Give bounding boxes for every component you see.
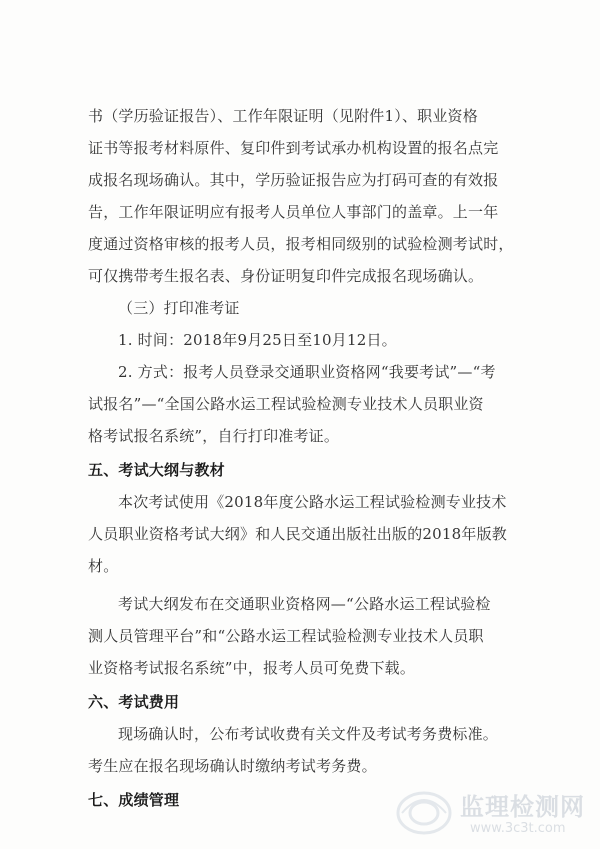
print-time-item: 1. 时间：2018年9月25日至10月12日。 bbox=[118, 331, 397, 349]
document-body bbox=[88, 100, 518, 816]
watermark bbox=[392, 781, 592, 841]
syllabus-para-line: 本次考试使用《2018年度公路水运工程试验检测专业技术 bbox=[118, 493, 507, 511]
syllabus-para-line: 材。 bbox=[88, 557, 119, 575]
print-method-line: 试报名”—“全国公路水运工程试验检测专业技术人员职业资 bbox=[88, 395, 484, 413]
heading-exam-fee: 六、考试费用 bbox=[88, 693, 180, 711]
body-line: 度通过资格审核的报考人员，报考相同级别的试验检测考试时， bbox=[88, 235, 514, 253]
syllabus-para-line: 人员职业资格考试大纲》和人民交通出版社出版的2018年版教 bbox=[88, 525, 507, 543]
section-3-title: （三）打印准考证 bbox=[118, 299, 240, 317]
body-line: 证书等报考材料原件、复印件到考试承办机构设置的报名点完 bbox=[88, 139, 499, 157]
heading-exam-syllabus: 五、考试大纲与教材 bbox=[88, 461, 225, 479]
watermark-url: www.3c3t.com bbox=[470, 821, 566, 836]
fee-para-line: 现场确认时，公布考试收费有关文件及考试考务费标准。 bbox=[118, 725, 499, 743]
fee-para-line: 考生应在报名现场确认时缴纳考试考务费。 bbox=[88, 757, 377, 775]
watermark-logo-icon bbox=[392, 783, 456, 839]
body-line: 成报名现场确认。其中，学历验证报告应为打码可查的有效报 bbox=[88, 171, 499, 189]
body-line: 可仅携带考生报名表、身份证明复印件完成报名现场确认。 bbox=[88, 267, 484, 285]
body-line: 书（学历验证报告）、工作年限证明（见附件1）、职业资格 bbox=[88, 107, 478, 125]
syllabus-release-line: 业资格考试报名系统”中，报考人员可免费下载。 bbox=[88, 659, 416, 677]
heading-score-management: 七、成绩管理 bbox=[88, 791, 180, 809]
syllabus-release-line: 考试大纲发布在交通职业资格网—“公路水运工程试验检 bbox=[118, 595, 491, 613]
syllabus-release-line: 测人员管理平台”和“公路水运工程试验检测专业技术人员职 bbox=[88, 627, 484, 645]
print-method-item: 2. 方式：报考人员登录交通职业资格网“我要考试”—“考 bbox=[118, 363, 496, 381]
watermark-title: 监理检测网 bbox=[460, 793, 585, 821]
print-method-line: 格考试报名系统”，自行打印准考证。 bbox=[88, 427, 340, 445]
body-line: 告，工作年限证明应有报考人员单位人事部门的盖章。上一年 bbox=[88, 203, 499, 221]
